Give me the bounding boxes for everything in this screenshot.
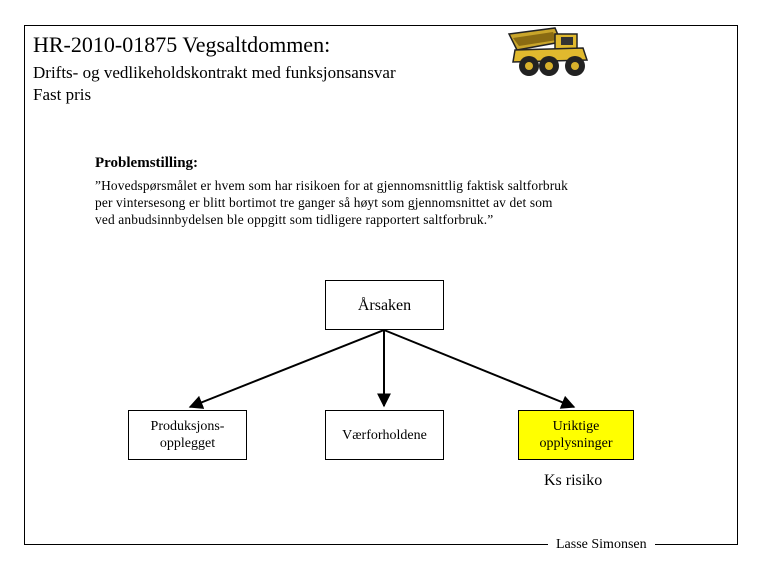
subtitle-price: Fast pris (33, 85, 92, 104)
problem-heading: Problemstilling: (95, 155, 199, 171)
cause-label: Uriktige (552, 419, 600, 434)
slide-title: HR-2010-01875 Vegsaltdommen: (33, 32, 331, 57)
connector-line (384, 330, 574, 407)
risk-note: Ks risiko (544, 472, 603, 489)
cause-root-box: Årsaken (325, 280, 444, 330)
connector-line (190, 330, 384, 407)
problem-quote-line: ”Hovedspørsmålet er hvem som har risikoen for at gjennomsnittlig faktisk saltforbruk (95, 178, 568, 193)
subtitle-contract: Drifts- og vedlikeholdskontrakt med funksjonsansvar (33, 63, 396, 82)
cause-production-box (128, 410, 247, 460)
cause-label: opplegget (159, 436, 216, 451)
problem-quote-line: ved anbudsinnbydelsen ble oppgitt som tidligere rapportert saltforbruk.” (95, 212, 494, 227)
cause-label: Produksjons- (150, 419, 225, 434)
problem-quote-line: per vintersesong er blitt bortimot tre ganger så høyt som gjennomsnittet av det som (95, 195, 553, 210)
cause-label: Værforholdene (342, 427, 427, 443)
author-footer: Lasse Simonsen (548, 537, 655, 553)
cause-misinformation-box (518, 410, 634, 460)
cause-weather-box (325, 410, 444, 460)
cause-label: opplysninger (539, 436, 613, 451)
